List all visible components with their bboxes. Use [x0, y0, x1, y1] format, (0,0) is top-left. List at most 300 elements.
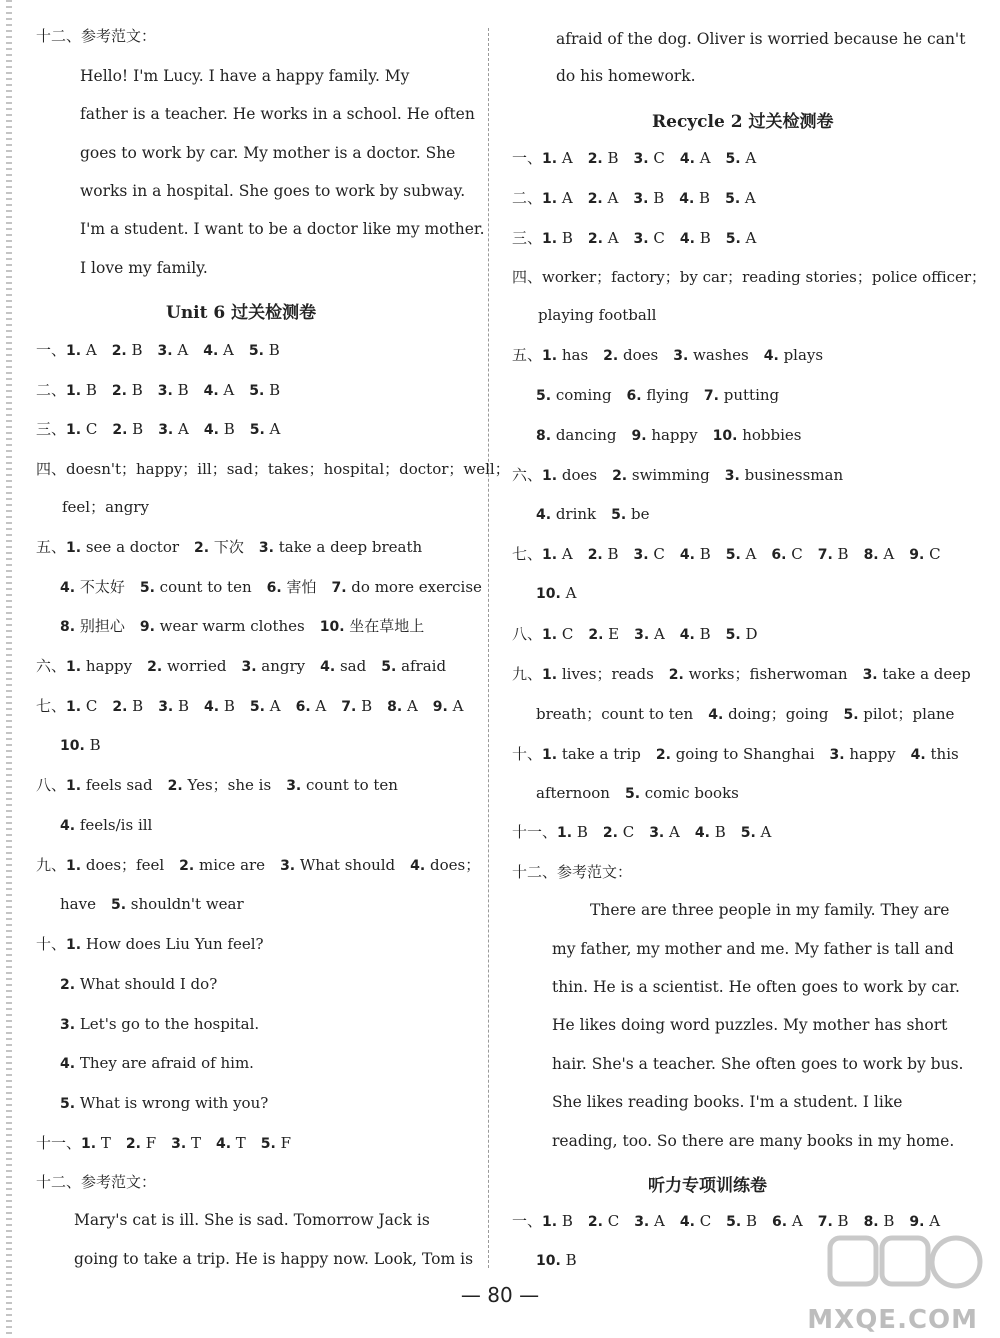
question-number: 1.	[81, 1136, 97, 1152]
question-number: 1.	[66, 937, 82, 953]
answer-text: coming	[551, 386, 612, 404]
answer-text: businessman	[739, 466, 844, 484]
answer-text: take a trip	[557, 745, 641, 763]
section-number: 八、	[36, 776, 67, 794]
question-number: 3.	[633, 231, 649, 247]
section-number: 十一、	[512, 823, 558, 841]
question-number: 3.	[633, 547, 649, 563]
essay-label: 十二、参考范文：	[512, 863, 633, 881]
question-number: 3.	[241, 659, 257, 675]
answer-text: B	[648, 189, 665, 207]
answer-text: B	[832, 1212, 849, 1230]
answer-text: B	[127, 420, 144, 438]
question-number: 2.	[111, 383, 127, 399]
question-number: 9.	[432, 699, 448, 715]
answer-text: B	[602, 545, 619, 563]
essay-line: goes to work by car. My mother is a doctor. She	[80, 144, 456, 162]
section-heading: 听力专项训练卷	[648, 1176, 767, 1196]
answer-row: 四、doesn't；happy；ill；sad；takes；hospital；doctor；well；	[36, 460, 510, 478]
section-number: 九、	[512, 665, 543, 683]
answer-text: count to ten	[154, 578, 252, 596]
answer-text: hobbies	[737, 426, 802, 444]
answer-row	[60, 894, 244, 915]
answer-text: B	[84, 736, 101, 754]
answer-text: works；fisherwoman	[683, 665, 848, 683]
essay-line: do his homework.	[556, 67, 696, 85]
answer-text: take a deep breath	[273, 538, 423, 556]
essay-line: I love my family.	[80, 259, 208, 277]
question-number: 7.	[817, 1214, 833, 1230]
essay-line: hair. She's a teacher. She often goes to work by bus.	[552, 1055, 964, 1073]
essay-line: Mary's cat is ill. She is sad. Tomorrow Jack is	[74, 1211, 430, 1229]
question-number: 2.	[125, 1136, 141, 1152]
question-number: 5.	[611, 507, 627, 523]
answer-text: A	[264, 420, 281, 438]
question-number: 2.	[167, 778, 183, 794]
answer-text: C	[694, 1212, 712, 1230]
answer-text: F	[140, 1134, 157, 1152]
answer-text: B	[572, 823, 588, 841]
question-number: 3.	[724, 468, 740, 484]
answer-text: B	[219, 697, 235, 715]
question-number: 3.	[158, 422, 174, 438]
answer-text: washes	[688, 346, 749, 364]
answer-text: B	[263, 341, 280, 359]
answer-text: A	[740, 545, 757, 563]
answer-row: playing football	[538, 306, 657, 324]
answer-text: A	[557, 149, 573, 167]
answer-text: What is wrong with you?	[75, 1094, 269, 1112]
answer-text: A	[557, 545, 573, 563]
question-number: 3.	[633, 191, 649, 207]
answer-row	[512, 228, 756, 249]
essay-line: He likes doing word puzzles. My mother has short	[552, 1016, 948, 1034]
question-number: 10.	[536, 586, 561, 602]
section-number: 五、	[512, 346, 543, 364]
question-number: 6.	[626, 388, 642, 404]
question-number: 1.	[66, 659, 82, 675]
question-number: 2.	[147, 659, 163, 675]
question-number: 10.	[319, 619, 345, 635]
question-number: 4.	[763, 348, 779, 364]
answer-text: C	[786, 545, 803, 563]
answer-row: 四、worker；factory；by car；reading stories；police officer；	[512, 268, 987, 286]
answer-row	[512, 744, 959, 765]
section-number: 一、	[36, 341, 67, 359]
answer-text: C	[648, 545, 665, 563]
answer-text: B	[126, 341, 143, 359]
question-number: 1.	[66, 699, 82, 715]
answer-text: see a doctor	[81, 538, 180, 556]
question-number: 9.	[631, 428, 647, 444]
answer-text: B	[741, 1212, 758, 1230]
answer-row	[536, 1250, 577, 1271]
answer-text: A	[755, 823, 772, 841]
question-number: 5.	[536, 388, 552, 404]
answer-row	[60, 735, 101, 756]
question-number: 2.	[587, 191, 603, 207]
answer-row	[36, 340, 280, 361]
answer-text: A	[560, 584, 577, 602]
question-number: 3.	[634, 1214, 650, 1230]
essay-line: going to take a trip. He is happy now. Look, Tom is	[74, 1250, 474, 1268]
question-number: 2.	[112, 422, 128, 438]
answer-text: lives；reads	[557, 665, 654, 683]
answer-text: B	[127, 697, 144, 715]
question-number: 2.	[588, 627, 604, 643]
question-number: 5.	[139, 580, 155, 596]
question-number: 3.	[829, 747, 845, 763]
question-number: 5.	[249, 699, 265, 715]
question-number: 3.	[258, 540, 274, 556]
answer-text: flying	[641, 386, 689, 404]
question-number: 4.	[215, 1136, 232, 1152]
question-number: 10.	[60, 738, 85, 754]
answer-text: Yes；she is	[182, 776, 272, 794]
answer-text: C	[924, 545, 941, 563]
answer-text: B	[694, 625, 711, 643]
question-number: 8.	[863, 547, 879, 563]
question-number: 5.	[60, 1096, 76, 1112]
question-number: 7.	[341, 699, 357, 715]
answer-text: A	[740, 149, 757, 167]
answer-text: F	[275, 1134, 292, 1152]
answer-row	[512, 148, 756, 169]
answer-text: A	[447, 697, 464, 715]
answer-text: comic books	[640, 784, 739, 802]
section-number: 六、	[36, 657, 67, 675]
question-number: 5.	[110, 897, 127, 913]
essay-line: afraid of the dog. Oliver is worried because he can't	[556, 30, 966, 48]
answer-row	[536, 425, 801, 446]
question-number: 4.	[203, 343, 219, 359]
answer-row	[36, 696, 463, 717]
answer-text: 下次	[209, 538, 244, 556]
answer-text: C	[648, 149, 665, 167]
essay-line: my father, my mother and me. My father is tall and	[552, 940, 954, 958]
essay-line: reading, too. So there are many books in my home.	[552, 1132, 955, 1150]
question-number: 5.	[725, 231, 741, 247]
answer-text: count to ten	[301, 776, 398, 794]
section-number: 七、	[512, 545, 543, 563]
answer-text: 害怕	[281, 578, 317, 596]
question-number: 2.	[60, 977, 76, 993]
question-number: 10.	[536, 1253, 561, 1269]
answer-text: B	[356, 697, 373, 715]
answer-text: going to Shanghai	[670, 745, 815, 763]
question-number: 2.	[668, 667, 684, 683]
answer-text: swimming	[627, 466, 710, 484]
answer-text: What should	[295, 856, 396, 874]
answer-text: breath；count to ten	[536, 705, 694, 723]
answer-text: afraid	[396, 657, 447, 675]
question-number: 1.	[542, 627, 558, 643]
question-number: 5.	[725, 547, 741, 563]
section-number: 二、	[512, 189, 543, 207]
answer-text: A	[924, 1212, 941, 1230]
question-number: 8.	[60, 619, 76, 635]
answer-row	[60, 577, 482, 598]
answer-text: 坐在草地上	[344, 617, 425, 635]
answer-text: B	[557, 1212, 573, 1230]
question-number: 4.	[60, 580, 76, 596]
section-number: 一、	[512, 1212, 543, 1230]
answer-row	[36, 537, 422, 558]
answer-text: doing；going	[723, 705, 829, 723]
answer-text: plays	[778, 346, 824, 364]
answer-text: do more exercise	[346, 578, 482, 596]
question-number: 2.	[655, 747, 671, 763]
answer-text: C	[557, 625, 574, 643]
answer-text: happy	[646, 426, 698, 444]
answer-text: A	[602, 229, 619, 247]
question-number: 5.	[249, 422, 265, 438]
question-number: 5.	[725, 151, 741, 167]
question-number: 9.	[909, 1214, 925, 1230]
page-number: — 80 —	[460, 1283, 540, 1307]
question-number: 4.	[910, 747, 926, 763]
question-number: 2.	[587, 151, 603, 167]
answer-text: does	[557, 466, 598, 484]
question-number: 3.	[649, 825, 665, 841]
answer-row	[512, 822, 771, 843]
question-number: 1.	[542, 547, 558, 563]
answer-text: A	[878, 545, 895, 563]
question-number: 5.	[260, 1136, 276, 1152]
answer-text: A	[740, 189, 756, 207]
section-number: 十、	[512, 745, 543, 763]
answer-text: A	[402, 697, 418, 715]
answer-row: feel；angry	[62, 498, 149, 516]
question-number: 2.	[587, 1214, 603, 1230]
answer-text: A	[218, 381, 235, 399]
answer-text: 不太好	[75, 578, 125, 596]
answer-text: putting	[718, 386, 780, 404]
answer-text: B	[878, 1212, 895, 1230]
question-number: 8.	[387, 699, 403, 715]
section-heading: Recycle 2 过关检测卷	[652, 112, 834, 132]
answer-row	[60, 616, 424, 637]
question-number: 3.	[60, 1017, 76, 1033]
answer-text: D	[740, 625, 758, 643]
question-number: 1.	[542, 191, 558, 207]
answer-row	[512, 465, 843, 486]
question-number: 2.	[587, 231, 603, 247]
answer-row	[36, 934, 264, 955]
answer-text: C	[602, 1212, 620, 1230]
answer-text: B	[264, 381, 281, 399]
essay-line: works in a hospital. She goes to work by subway.	[80, 182, 466, 200]
question-number: 4.	[679, 1214, 695, 1230]
section-number: 七、	[36, 697, 67, 715]
answer-text: A	[557, 189, 573, 207]
answer-text: drink	[551, 505, 597, 523]
question-number: 3.	[862, 667, 878, 683]
watermark-text: MXQE.COM	[807, 1305, 978, 1335]
answer-row	[512, 1211, 940, 1232]
answer-row	[536, 583, 576, 604]
answer-row	[512, 345, 823, 366]
question-number: 3.	[633, 151, 649, 167]
question-number: 4.	[204, 699, 220, 715]
answer-row	[512, 188, 756, 209]
answer-row	[512, 544, 941, 565]
essay-line: thin. He is a scientist. He often goes to work by car.	[552, 978, 960, 996]
essay-line: Hello! I'm Lucy. I have a happy family. My	[80, 67, 410, 85]
answer-row	[536, 504, 649, 525]
section-number: 三、	[36, 420, 67, 438]
answer-text: worried	[162, 657, 227, 675]
answer-row	[60, 1053, 254, 1074]
question-number: 3.	[634, 627, 650, 643]
answer-text: happy	[844, 745, 896, 763]
answer-text: How does Liu Yun feel?	[81, 935, 264, 953]
question-number: 6.	[295, 699, 311, 715]
answer-row	[60, 1093, 268, 1114]
question-number: 2.	[602, 825, 618, 841]
answer-text: C	[81, 697, 98, 715]
question-number: 4.	[679, 191, 695, 207]
answer-text: B	[832, 545, 849, 563]
section-number: 二、	[36, 381, 67, 399]
question-number: 5.	[381, 659, 397, 675]
answer-text: A	[649, 1212, 665, 1230]
answer-text: A	[264, 697, 281, 715]
answer-text: B	[173, 697, 190, 715]
question-number: 4.	[679, 151, 695, 167]
question-number: 4.	[708, 707, 724, 723]
essay-line: There are three people in my family. They are	[590, 901, 950, 919]
question-number: 1.	[66, 343, 82, 359]
question-number: 9.	[139, 619, 155, 635]
answer-text: shouldn't wear	[126, 895, 244, 913]
answer-text: C	[81, 420, 98, 438]
question-number: 1.	[542, 151, 558, 167]
question-number: 2.	[111, 343, 127, 359]
question-number: 1.	[542, 747, 558, 763]
answer-row	[536, 704, 954, 725]
answer-text: B	[694, 545, 711, 563]
answer-text: T	[231, 1134, 246, 1152]
section-number: 五、	[36, 538, 67, 556]
question-number: 2.	[603, 348, 619, 364]
question-number: 6.	[771, 547, 787, 563]
answer-row	[36, 1133, 291, 1154]
answer-text: B	[560, 1251, 577, 1269]
question-number: 3.	[171, 1136, 187, 1152]
answer-text: A	[310, 697, 327, 715]
question-number: 1.	[542, 348, 558, 364]
answer-text: take a deep	[877, 665, 971, 683]
answer-row	[512, 624, 758, 645]
question-number: 3.	[280, 858, 296, 874]
answer-text: E	[603, 625, 620, 643]
question-number: 3.	[158, 699, 174, 715]
answer-text: A	[664, 823, 680, 841]
section-number: 三、	[512, 229, 543, 247]
question-number: 8.	[536, 428, 552, 444]
answer-text: this	[925, 745, 959, 763]
section-number: 六、	[512, 466, 543, 484]
essay-line: I'm a student. I want to be a doctor like my mother.	[80, 220, 485, 238]
answer-text: have	[60, 895, 96, 913]
answer-text: angry	[256, 657, 306, 675]
column-divider	[488, 28, 489, 1268]
answer-text: happy	[81, 657, 133, 675]
question-number: 7.	[817, 547, 833, 563]
answer-row	[36, 656, 446, 677]
answer-text: B	[694, 189, 711, 207]
answer-row	[60, 815, 152, 836]
answer-text: B	[81, 381, 97, 399]
answer-text: B	[126, 381, 143, 399]
answer-text: B	[218, 420, 235, 438]
question-number: 2.	[194, 540, 210, 556]
answer-row	[36, 775, 398, 796]
answer-text: B	[709, 823, 726, 841]
section-number: 九、	[36, 856, 67, 874]
question-number: 9.	[909, 547, 925, 563]
question-number: 10.	[712, 428, 738, 444]
answer-row	[36, 419, 280, 440]
answer-text: C	[617, 823, 635, 841]
question-number: 4.	[60, 1056, 76, 1072]
question-number: 5.	[725, 191, 741, 207]
answer-text: feels/is ill	[75, 816, 153, 834]
section-heading: Unit 6 过关检测卷	[166, 303, 317, 323]
answer-row	[536, 385, 779, 406]
answer-text: A	[787, 1212, 803, 1230]
answer-row	[512, 664, 971, 685]
answer-text: A	[172, 341, 189, 359]
question-number: 3.	[157, 383, 173, 399]
question-number: 6.	[772, 1214, 788, 1230]
question-number: 4.	[320, 659, 336, 675]
answer-text: B	[172, 381, 189, 399]
answer-text: Let's go to the hospital.	[75, 1015, 260, 1033]
answer-text: pilot；plane	[858, 705, 955, 723]
essay-line: She likes reading books. I'm a student. I like	[552, 1093, 903, 1111]
question-number: 5.	[248, 343, 264, 359]
section-number: 十、	[36, 935, 67, 953]
answer-text: be	[626, 505, 650, 523]
answer-text: T	[186, 1134, 201, 1152]
answer-row	[36, 855, 480, 876]
answer-text: B	[557, 229, 573, 247]
question-number: 1.	[542, 468, 558, 484]
essay-line: father is a teacher. He works in a school. He often	[80, 105, 475, 123]
question-number: 1.	[66, 383, 82, 399]
question-number: 4.	[679, 231, 695, 247]
question-number: 5.	[624, 786, 641, 802]
question-number: 4.	[203, 422, 219, 438]
question-number: 1.	[66, 858, 82, 874]
answer-text: T	[96, 1134, 111, 1152]
question-number: 1.	[542, 667, 558, 683]
question-number: 1.	[557, 825, 573, 841]
answer-text: dancing	[551, 426, 617, 444]
question-number: 3.	[673, 348, 689, 364]
answer-row	[60, 1014, 259, 1035]
question-number: 3.	[286, 778, 302, 794]
section-number: 八、	[512, 625, 543, 643]
answer-text: A	[602, 189, 619, 207]
answer-text: They are afraid of him.	[75, 1054, 254, 1072]
section-number: 一、	[512, 149, 543, 167]
answer-row	[36, 380, 280, 401]
answer-text: A	[694, 149, 711, 167]
question-number: 5.	[843, 707, 859, 723]
